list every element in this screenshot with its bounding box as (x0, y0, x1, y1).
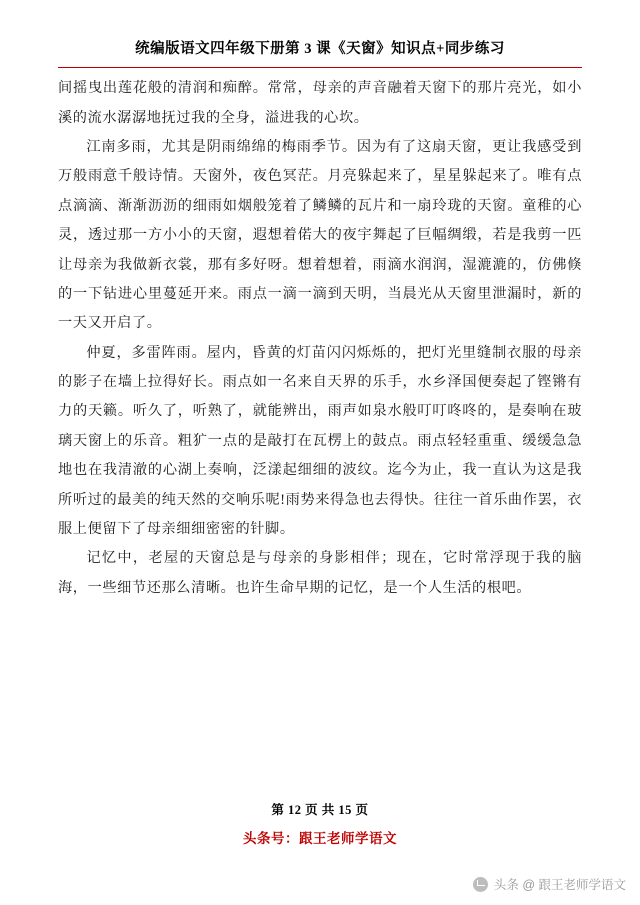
paragraph: 江南多雨，尤其是阴雨绵绵的梅雨季节。因为有了这扇天窗，更让我感受到万般雨意千般诗情。天窗外，夜色冥茫。月亮躲起来了，星星躲起来了。唯有点点滴滴、渐渐沥沥的细雨如烟般笼着了鳞鳞的瓦片和一扇玲珑的天窗。童稚的心灵，透过那一方小小的天窗，遐想着偌大的夜宇舞起了巨幅绸缎，若是我剪一匹让母亲为我做新衣裳，那有多好呀。想着想着，雨滴水润润，湿漉漉的，仿佛倏的一下钻进心里蔓延开来。雨点一滴一滴到天明，当晨光从天窗里泄漏时，新的一天又开启了。 (58, 138, 582, 332)
paragraph: 间摇曳出莲花般的清润和痴醉。常常，母亲的声音融着天窗下的那片亮光，如小溪的流水潺潺地抚过我的全身，溢进我的心坎。 (58, 80, 582, 126)
watermark-text: 头条 @ 跟王老师学语文 (493, 878, 626, 892)
watermark (473, 875, 626, 893)
page-number: 第 12 页 共 15 页 (271, 803, 369, 817)
author-byline: 头条号：跟王老师学语文 (243, 831, 397, 846)
toutiao-logo-icon (473, 877, 488, 892)
title-divider (58, 67, 582, 68)
paragraph: 记忆中，老屋的天窗总是与母亲的身影相伴；现在，它时常浮现于我的脑海，一些细节还那么清晰。也许生命早期的记忆，是一个人生活的根吧。 (58, 550, 582, 596)
page-title: 统编版语文四年级下册第 3 课《天窗》知识点+同步练习 (135, 41, 505, 57)
paragraph: 仲夏，多雷阵雨。屋内，昏黄的灯苗闪闪烁烁的，把灯光里缝制衣服的母亲的影子在墙上拉得好长。雨点如一名来自天界的乐手，水乡泽国便奏起了铿锵有力的天籁。听久了，听熟了，就能辨出，雨声如泉水般叮叮咚咚的，是奏响在玻璃天窗上的乐音。粗犷一点的是敲打在瓦楞上的鼓点。雨点轻轻重重、缓缓急急地也在我清澈的心湖上奏响，泛漾起细细的波纹。迄今为止，我一直认为这是我所听过的最美的纯天然的交响乐呢!雨势来得急也去得快。往往一首乐曲作罢，衣服上便留下了母亲细细密密的针脚。 (58, 344, 582, 538)
page-footer (0, 800, 640, 847)
